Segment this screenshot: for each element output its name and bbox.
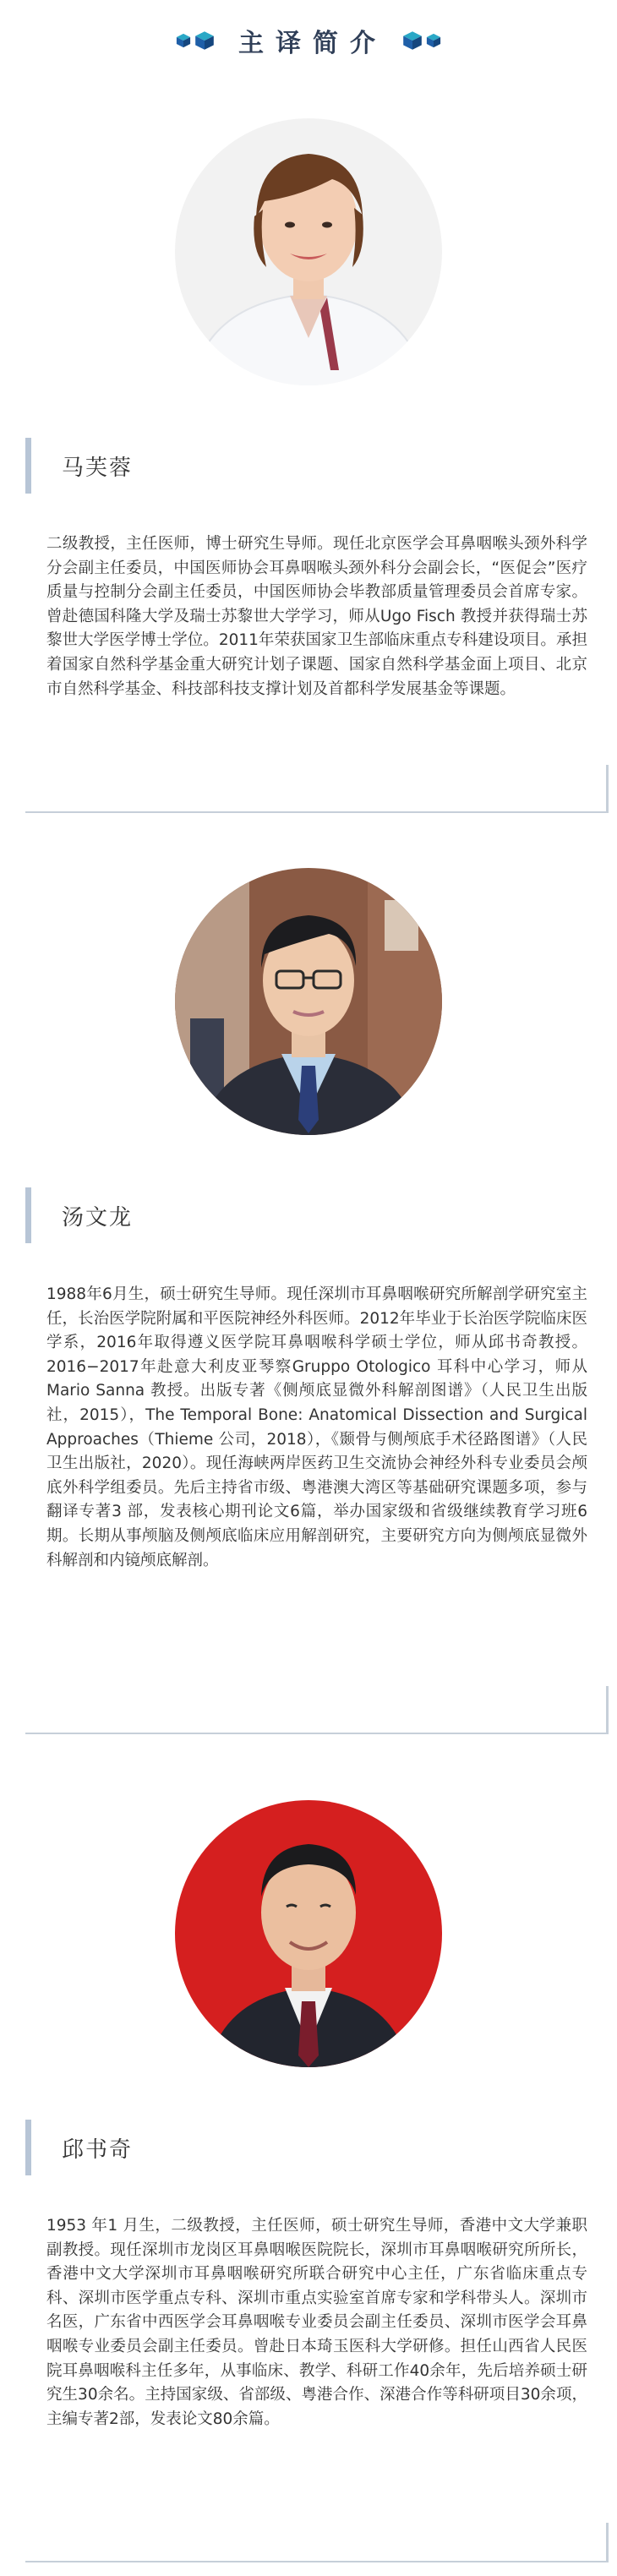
frame-right-line	[606, 765, 609, 813]
bio-text: 1953 年1 月生，二级教授，主任医师，硕士研究生导师，香港中文大学兼职副教授。现任深圳市龙岗区耳鼻咽喉医院院长，深圳市耳鼻咽喉研究所所长，香港中文大学深圳市耳鼻咽喉研究所联合研究中心主任，广东省临床重点专科、深圳市医学重点专科、深圳市重点实验室首席专家和学科带头人。深圳市名医，广东省中西医学会耳鼻咽喉专业委员会副主任委员、深圳市医学会耳鼻咽喉专业委员会副主任委员。曾赴日本琦玉医科大学研修。担任山西省人民医院耳鼻咽喉科主任多年，从事临床、教学、科研工作40余年，先后培养硕士研究生30余名。主持国家级、省部级、粤港合作、深港合作等科研项目30余项，主编专著2部，发表论文80余篇。	[46, 2217, 587, 2428]
portrait-photo-2	[173, 866, 444, 1137]
portrait-photo-3	[173, 1798, 444, 2069]
page-title: 主译简介	[238, 29, 387, 58]
portrait-photo-1	[173, 117, 444, 387]
accent-bar	[25, 2120, 31, 2175]
cube-decoration-right	[402, 30, 441, 51]
frame-right-line	[606, 2523, 609, 2562]
section-header	[0, 15, 617, 66]
cube-decoration-left	[176, 30, 215, 51]
cube-icon	[176, 33, 191, 48]
translator-name: 汤文龙	[62, 1204, 134, 1231]
accent-bar	[25, 1187, 31, 1243]
translator-bio	[46, 532, 587, 701]
name-row-1	[25, 438, 133, 494]
name-row-3	[25, 2120, 133, 2175]
bio-text: 1988年6月生，硕士研究生导师。现任深圳市耳鼻咽喉研究所解剖学研究室主任，长治医学院附属和平医院神经外科医师。2012年毕业于长治医学院临床医学系，2016年取得遵义医学院耳鼻咽喉科学硕士学位，师从邱书奇教授。2016−2017年赴意大利皮亚琴察Gruppo Otologico 耳科中心学习，师从Mario Sanna 教授。出版专著《侧颅底显微外科解剖图谱》（人民卫生出版社，2015），The Temporal Bone: Anatomical Dissection and Surgical Approaches（Thieme 公司，2018），《颞骨与侧颅底手术径路图谱》（人民卫生出版社，2020）。现任海峡两岸医药卫生交流协会神经外科专业委员会颅底外科学组委员。先后主持省市级、粤港澳大湾区等基础研究课题多项，参与翻译专著3 部，发表核心期刊论文6篇，举办国家级和省级继续教育学习班6 期。长期从事颅脑及侧颅底临床应用解剖研究，主要研究方向为侧颅底显微外科解剖和内镜颅底解剖。	[46, 1285, 587, 1569]
translator-name: 邱书奇	[62, 2137, 134, 2163]
cube-icon	[402, 30, 423, 51]
cube-icon	[426, 33, 441, 48]
frame-bottom-line	[25, 1733, 609, 1734]
frame-bottom-line	[25, 2561, 609, 2562]
frame-bottom-line	[25, 811, 609, 813]
cube-icon	[194, 30, 215, 51]
accent-bar	[25, 438, 31, 494]
translator-name: 马芙蓉	[62, 455, 134, 481]
bio-text: 二级教授，主任医师，博士研究生导师。现任北京医学会耳鼻咽喉头颈外科学分会副主任委员，中国医师协会耳鼻咽喉头颈外科分会副会长，“医促会”医疗质量与控制分会副主任委员，中国医师协会毕教部质量管理委员会首席专家。曾赴德国科隆大学及瑞士苏黎世大学学习，师从Ugo Fisch 教授并获得瑞士苏黎世大学医学博士学位。2011年荣获国家卫生部临床重点专科建设项目。承担着国家自然科学基金重大研究计划子课题、国家自然科学基金面上项目、北京市自然科学基金、科技部科技支撑计划及首都科学发展基金等课题。	[46, 535, 587, 698]
name-row-2	[25, 1187, 133, 1243]
translator-bio	[46, 1283, 587, 1573]
frame-right-line	[606, 1686, 609, 1734]
translator-bio	[46, 2214, 587, 2431]
